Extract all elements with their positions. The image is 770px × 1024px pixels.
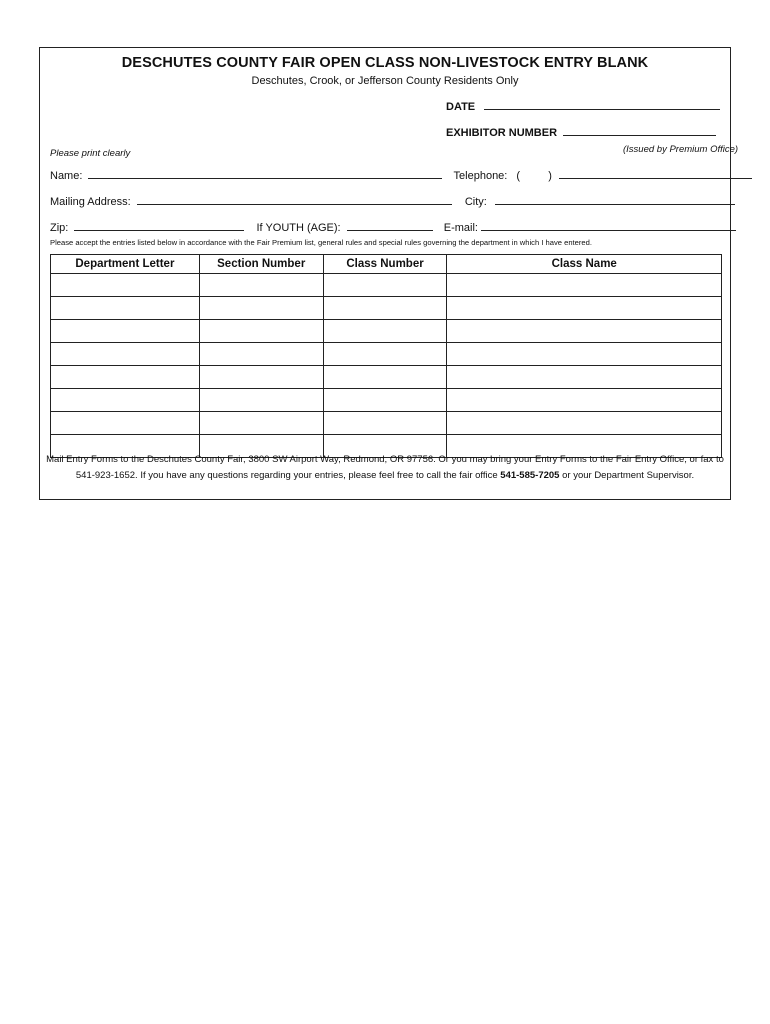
class-name-cell[interactable] xyxy=(447,320,722,343)
section-number-cell[interactable] xyxy=(199,366,323,389)
class-name-cell[interactable] xyxy=(447,366,722,389)
department-letter-cell[interactable] xyxy=(51,389,200,412)
footer-line-2 xyxy=(40,468,730,484)
print-note: Please print clearly xyxy=(50,148,131,159)
footer-instructions xyxy=(40,452,730,484)
fair-office-phone: 541-585-7205 xyxy=(500,470,560,481)
footer-line-2a: 541-923-1652. If you have any questions regarding your entries, please feel free to call the fair office xyxy=(75,470,498,481)
header-class-number: Class Number xyxy=(323,255,447,274)
section-number-cell[interactable] xyxy=(199,297,323,320)
department-letter-cell[interactable] xyxy=(51,366,200,389)
table-row xyxy=(51,320,722,343)
mailing-label: Mailing Address: xyxy=(50,196,131,208)
header-class-name: Class Name xyxy=(447,255,722,274)
section-number-cell[interactable] xyxy=(199,274,323,297)
header-department-letter: Department Letter xyxy=(51,255,200,274)
tel-open: ( xyxy=(516,170,521,182)
table-header-row xyxy=(51,255,722,274)
department-letter-cell[interactable] xyxy=(51,297,200,320)
telephone-field[interactable] xyxy=(559,168,752,179)
email-field[interactable] xyxy=(481,220,736,231)
class-number-cell[interactable] xyxy=(323,297,447,320)
name-row xyxy=(50,168,752,182)
class-name-cell[interactable] xyxy=(447,274,722,297)
mailing-address-field[interactable] xyxy=(137,194,452,205)
class-number-cell[interactable] xyxy=(323,412,447,435)
date-row xyxy=(446,99,720,113)
youth-age-field[interactable] xyxy=(347,220,433,231)
city-label: City: xyxy=(464,196,487,208)
table-row xyxy=(51,412,722,435)
class-number-cell[interactable] xyxy=(323,366,447,389)
class-name-cell[interactable] xyxy=(447,389,722,412)
entry-form xyxy=(39,47,739,500)
table-row xyxy=(51,274,722,297)
table-row xyxy=(51,343,722,366)
zip-row xyxy=(50,220,736,234)
accept-statement: Please accept the entries listed below in accordance with the Fair Premium list, general rules and special rules governing the department in which I have entered. xyxy=(50,238,592,247)
city-field[interactable] xyxy=(495,194,735,205)
telephone-label: Telephone: xyxy=(453,170,508,182)
zip-field[interactable] xyxy=(74,220,244,231)
footer-line-2b: or your Department Supervisor. xyxy=(562,470,695,481)
entries-table xyxy=(50,254,722,458)
table-row xyxy=(51,297,722,320)
table-row xyxy=(51,389,722,412)
class-name-cell[interactable] xyxy=(447,412,722,435)
footer-line-1: Mail Entry Forms to the Deschutes County Fair, 3800 SW Airport Way, Redmond, OR 97756. Or you may bring your Entry Forms to the Fair Entry Office, or fax to xyxy=(46,454,724,465)
department-letter-cell[interactable] xyxy=(51,320,200,343)
email-label: E-mail: xyxy=(443,222,478,234)
form-subtitle: Deschutes, Crook, or Jefferson County Residents Only xyxy=(251,75,519,87)
department-letter-cell[interactable] xyxy=(51,412,200,435)
name-field[interactable] xyxy=(88,168,442,179)
exhibitor-field[interactable] xyxy=(563,125,716,136)
class-number-cell[interactable] xyxy=(323,274,447,297)
mailing-row xyxy=(50,194,735,208)
class-number-cell[interactable] xyxy=(323,320,447,343)
youth-label: If YOUTH (AGE): xyxy=(256,222,341,234)
header-section-number: Section Number xyxy=(199,255,323,274)
date-field[interactable] xyxy=(484,99,720,110)
tel-close: ) xyxy=(548,170,552,182)
issued-note: (Issued by Premium Office) xyxy=(623,144,739,155)
department-letter-cell[interactable] xyxy=(51,343,200,366)
section-number-cell[interactable] xyxy=(199,320,323,343)
class-number-cell[interactable] xyxy=(323,343,447,366)
section-number-cell[interactable] xyxy=(199,412,323,435)
name-label: Name: xyxy=(50,170,83,182)
class-name-cell[interactable] xyxy=(447,297,722,320)
date-label: DATE xyxy=(446,101,476,113)
section-number-cell[interactable] xyxy=(199,389,323,412)
form-title: DESCHUTES COUNTY FAIR OPEN CLASS NON-LIVESTOCK ENTRY BLANK xyxy=(121,55,649,71)
section-number-cell[interactable] xyxy=(199,343,323,366)
exhibitor-label: EXHIBITOR NUMBER xyxy=(446,127,558,139)
department-letter-cell[interactable] xyxy=(51,274,200,297)
exhibitor-row xyxy=(446,125,716,139)
class-number-cell[interactable] xyxy=(323,389,447,412)
zip-label: Zip: xyxy=(50,222,69,234)
class-name-cell[interactable] xyxy=(447,343,722,366)
table-row xyxy=(51,366,722,389)
